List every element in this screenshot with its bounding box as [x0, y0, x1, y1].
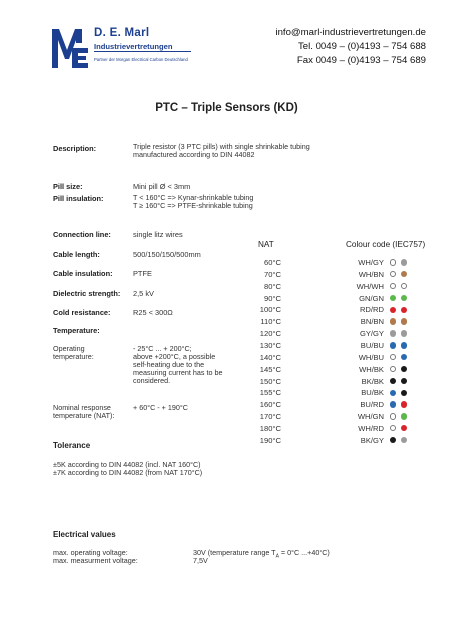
colour-dot: [401, 271, 407, 277]
colour-code: BN/BN: [360, 317, 384, 327]
colour-code: BU/BK: [361, 388, 384, 398]
colour-code: WH/BK: [359, 364, 384, 374]
operating-temperature-label-2: temperature:: [53, 352, 94, 361]
colour-dot: [390, 307, 396, 313]
description-line-1: Triple resistor (3 PTC pills) with single shrinkable tubing: [133, 142, 310, 151]
colour-dot: [390, 330, 396, 336]
cable-insulation-value: PTFE: [133, 269, 152, 278]
company-name: D. E. Marl: [94, 27, 150, 39]
electrical-values-label: Electrical values: [53, 530, 116, 539]
colour-code: BK/BK: [361, 376, 384, 386]
colour-code: BU/BU: [360, 340, 384, 350]
colour-dot: [390, 295, 396, 301]
connection-line-label: Connection line:: [53, 230, 111, 239]
colour-code: BK/GY: [360, 435, 384, 445]
colour-dot: [390, 390, 396, 396]
page-title: PTC – Triple Sensors (KD): [155, 102, 298, 114]
contact-email[interactable]: info@marl-industrievertretungen.de: [275, 27, 426, 38]
company-subtitle: Industrievertretungen: [94, 42, 173, 51]
tolerance-line-2: ±7K according to DIN 44082 (from NAT 170°C): [53, 468, 203, 477]
pill-size-label: Pill size:: [53, 182, 83, 191]
nat-value: 110°C: [260, 317, 281, 327]
colour-code: WH/BN: [358, 269, 384, 279]
colour-dot: [401, 413, 407, 419]
max-operating-voltage-value: 30V (temperature range $T_A = 0^\circ C$ ...+40°C): [193, 548, 330, 560]
dielectric-strength-value: 2,5 kV: [133, 289, 154, 298]
colour-code: WH/GN: [357, 412, 384, 422]
nat-value: 180°C: [259, 423, 281, 433]
colour-dot: [390, 259, 396, 265]
dielectric-strength-label: Dielectric strength:: [53, 289, 121, 298]
colour-dot: [390, 318, 396, 324]
nat-value: 120°C: [259, 329, 281, 339]
cable-length-label: Cable length:: [53, 250, 100, 259]
contact-phone: Tel. 0049 – (0)4193 – 754 688: [297, 41, 426, 52]
colour-dot: [401, 378, 407, 384]
colour-dot: [390, 425, 396, 431]
colour-dot: [390, 366, 396, 372]
nat-value: 160°C: [259, 400, 281, 410]
operating-temperature-line-4: measuring current has to be: [133, 368, 223, 377]
company-tagline: Partner der Morgan Electrical Carbon Deutschland: [94, 57, 188, 62]
colour-code: WH/GY: [358, 258, 384, 267]
nat-value: 140°C: [259, 352, 281, 362]
nat-value: 60°C: [264, 258, 281, 267]
cable-length-value: 500/150/150/500mm: [133, 250, 201, 259]
cable-insulation-label: Cable insulation:: [53, 269, 113, 278]
colour-code: RD/RD: [359, 305, 384, 315]
colour-dot: [401, 437, 407, 443]
operating-temperature-line-3: self-heating due to the: [133, 360, 205, 369]
operating-temperature-line-1: - 25°C ... + 200°C;: [133, 344, 192, 353]
nominal-response-label-2: temperature (NAT):: [53, 411, 115, 420]
max-measurement-voltage-value: 7,5V: [193, 556, 208, 565]
nat-value: 155°C: [259, 388, 281, 398]
colour-dot: [401, 295, 407, 301]
operating-temperature-label-1: Operating: [53, 344, 85, 353]
colour-dot: [401, 307, 407, 313]
company-logo: [50, 26, 90, 70]
colour-dot: [401, 366, 407, 372]
colour-code: GN/GN: [359, 293, 384, 303]
nat-value: 170°C: [259, 412, 281, 422]
nat-value: 150°C: [259, 376, 281, 386]
colour-dot: [401, 259, 407, 265]
pill-insulation-line-2: T ≥ 160°C => PTFE-shrinkable tubing: [133, 201, 253, 210]
nominal-response-label-1: Nominal response: [53, 403, 111, 412]
colour-dot: [401, 318, 407, 324]
colour-dot: [401, 425, 407, 431]
description-line-2: manufactured according to DIN 44082: [133, 150, 255, 159]
cold-resistance-label: Cold resistance:: [53, 308, 111, 317]
colour-dot: [401, 390, 407, 396]
contact-fax: Fax 0049 – (0)4193 – 754 689: [296, 55, 426, 66]
colour-dot: [390, 378, 396, 384]
tolerance-line-1: ±5K according to DIN 44082 (incl. NAT 160°C): [53, 460, 201, 469]
cold-resistance-value: R25 < 300Ω: [133, 308, 173, 317]
operating-temperature-line-5: considered.: [133, 376, 171, 385]
nat-value: 70°C: [264, 269, 281, 279]
nat-value: 145°C: [259, 364, 281, 374]
pill-insulation-label: Pill insulation:: [53, 194, 104, 203]
colour-dot: [401, 354, 407, 360]
max-measurement-voltage-label: max. measurment voltage:: [53, 556, 138, 565]
max-operating-voltage-label: max. operating voltage:: [53, 548, 128, 557]
nat-value: 80°C: [264, 281, 281, 291]
colour-dot: [390, 401, 396, 407]
pill-size-value: Mini pill Ø < 3mm: [133, 182, 191, 191]
table-header-nat: NAT: [258, 240, 274, 249]
connection-line-value: single litz wires: [133, 230, 183, 239]
colour-dot: [401, 283, 407, 289]
colour-code: GY/GY: [359, 329, 384, 339]
colour-code: BU/RD: [360, 400, 384, 410]
colour-dot: [390, 437, 396, 443]
tolerance-label: Tolerance: [53, 441, 91, 450]
colour-dot: [390, 283, 396, 289]
table-header-colour-code: Colour code (IEC757): [346, 240, 426, 249]
colour-code: WH/RD: [358, 423, 384, 433]
colour-dot: [401, 330, 407, 336]
nat-value: 100°C: [259, 305, 281, 315]
colour-dot: [390, 271, 396, 277]
colour-code: WH/BU: [358, 352, 384, 362]
pill-insulation-line-1: T < 160°C => Kynar-shrinkable tubing: [133, 193, 254, 202]
operating-temperature-line-2: above +200°C, a possible: [133, 352, 216, 361]
colour-dot: [390, 342, 396, 348]
nominal-response-value: + 60°C - + 190°C: [133, 403, 188, 412]
colour-code: WH/WH: [356, 281, 384, 291]
description-label: Description:: [53, 144, 97, 153]
temperature-label: Temperature:: [53, 326, 100, 335]
colour-dot: [401, 342, 407, 348]
colour-dot: [401, 401, 407, 407]
nat-value: 190°C: [259, 435, 281, 445]
company-divider: [94, 51, 191, 52]
colour-dot: [390, 413, 396, 419]
nat-value: 130°C: [259, 340, 281, 350]
nat-value: 90°C: [264, 293, 281, 303]
colour-dot: [390, 354, 396, 360]
